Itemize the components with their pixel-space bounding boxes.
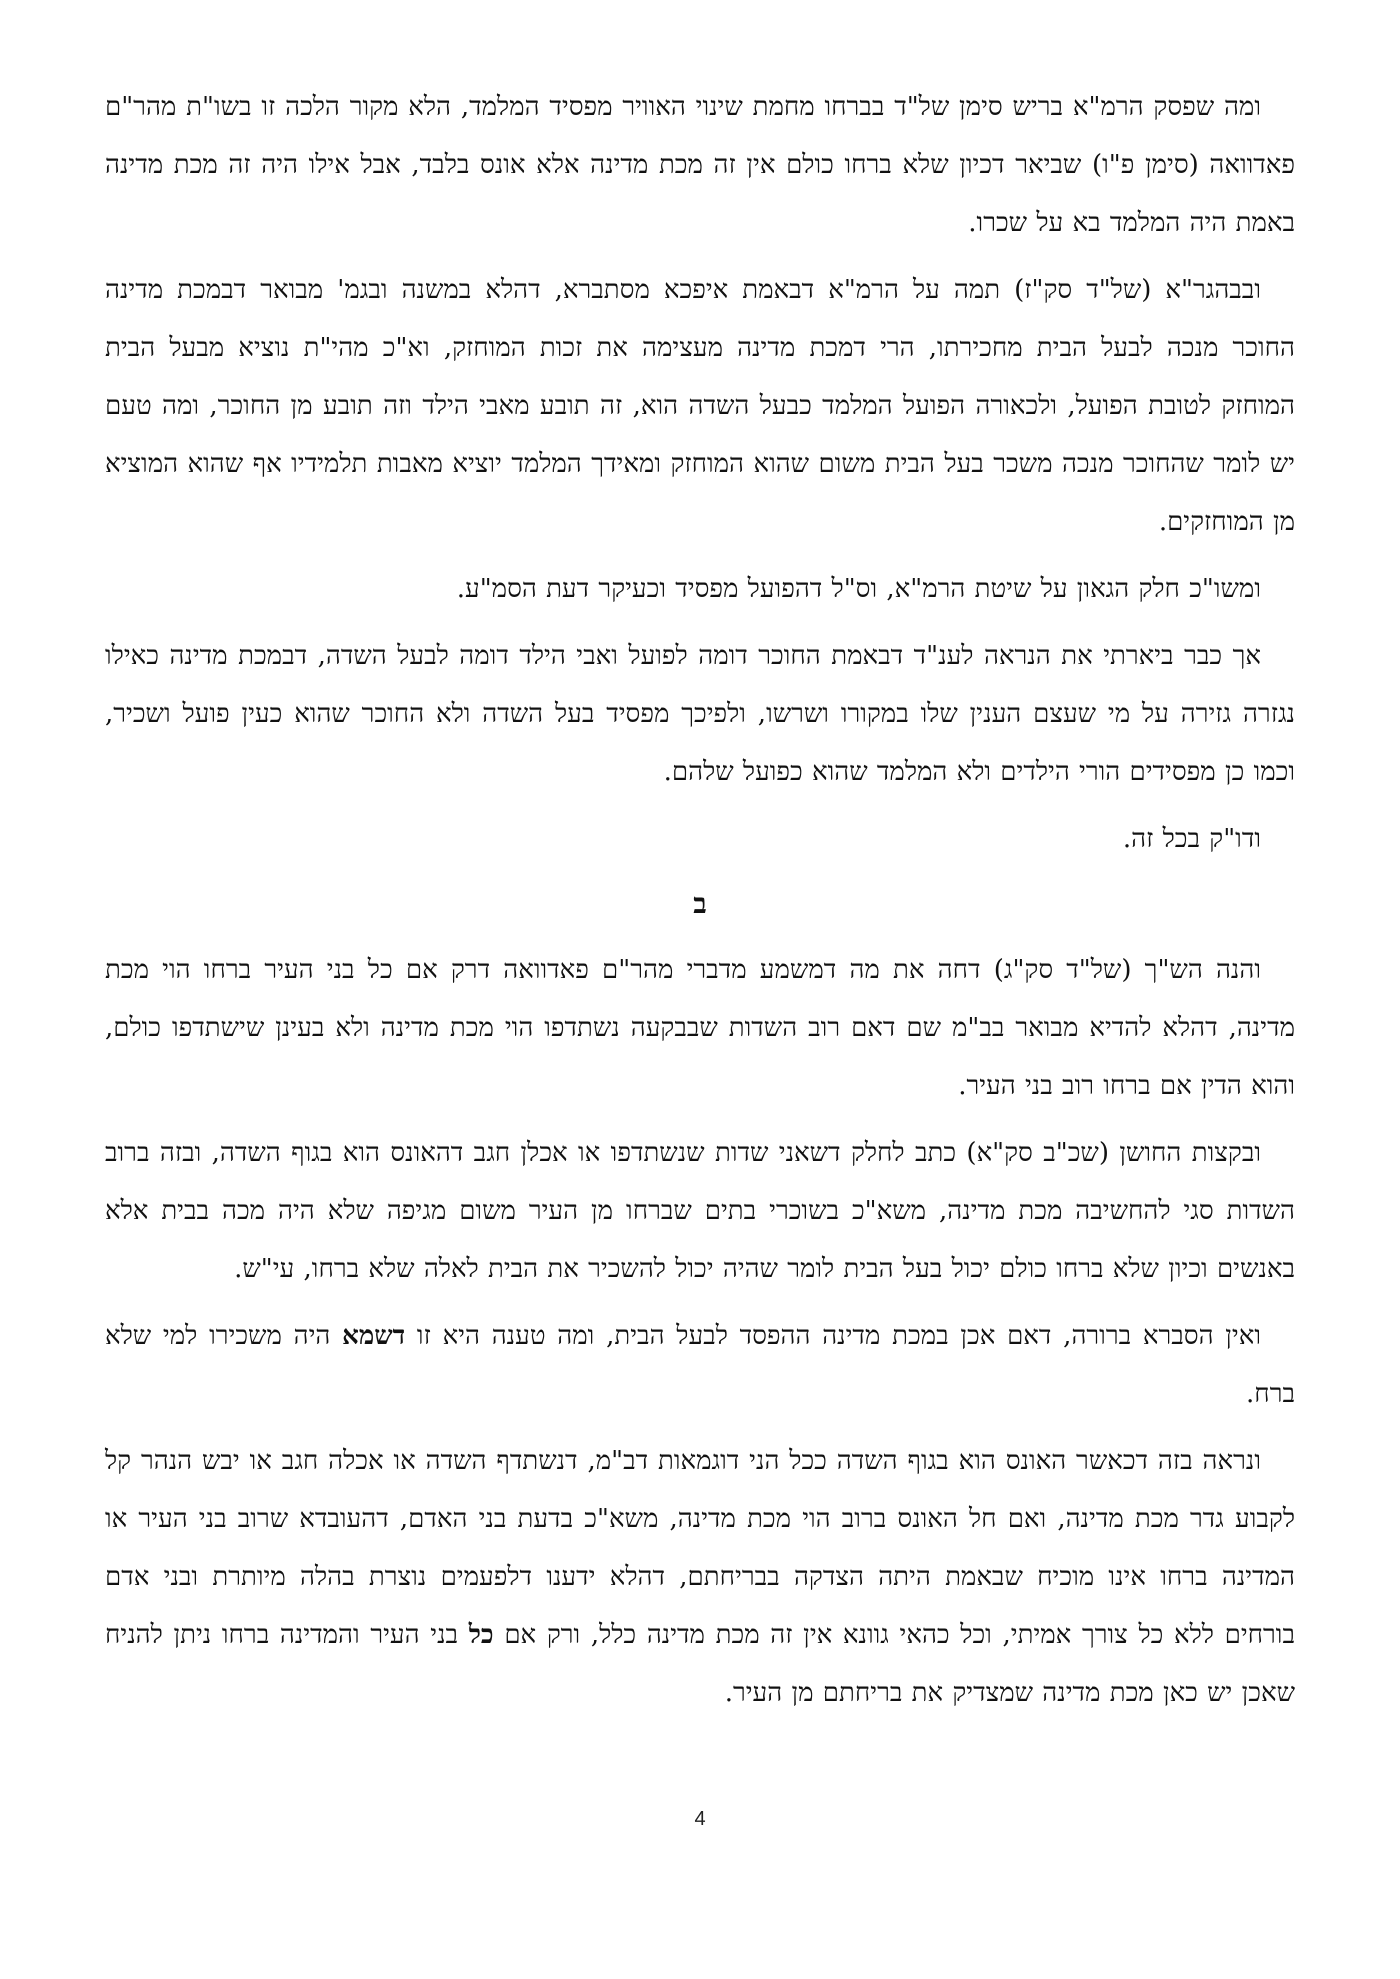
paragraph-4: אך כבר ביארתי את הנראה לענ"ד דבאמת החוכר דומה לפועל ואבי הילד דומה לבעל השדה, דבמכת מדינה כאילו נגזרה גזירה על מי שעצם הענין שלו במקורו ושרשו, ולפיכך מפסיד בעל השדה ולא החוכר שהוא כעין פועל ושכיר, וכמו כן מפסידים הורי הילדים ולא המלמד שהוא כפועל שלהם. <box>105 641 1295 787</box>
paragraph-9 <box>105 1432 1295 1722</box>
paragraph-8-text: ואין הסברא ברורה, דאם אכן במכת מדינה ההפסד לבעל הבית, ומה טענה היא זו <box>405 1321 1261 1351</box>
paragraph-2: ובבהגר"א (של"ד סק"ז) תמה על הרמ"א דבאמת איפכא מסתברא, דהלא במשנה ובגמ' מבואר דבמכת מדינה החוכר מנכה לבעל הבית מחכירתו, הרי דמכת מדינה מעצימה את זכות המוחזק, וא"כ מהי"ת נוציא מבעל הבית המוחזק לטובת הפועל, ולכאורה הפועל המלמד כבעל השדה הוא, זה תובע מאבי הילד וזה תובע מן החוכר, ומה טעם יש לומר שהחוכר מנכה משכר בעל הבית משום שהוא המוחזק ומאידך המלמד יוציא מאבות תלמידיו אף שהוא המוציא מן המוחזקים. <box>105 275 1295 537</box>
paragraph-9-bold: כל <box>468 1620 494 1650</box>
paragraph-1: ומה שפסק הרמ"א בריש סימן של"ד בברחו מחמת שינוי האוויר מפסיד המלמד, הלא מקור הלכה זו בשו"ת מהר"ם פאדוואה (סימן פ"ו) שביאר דכיון שלא ברחו כולם אין זה מכת מדינה אלא אונס בלבד, אבל אילו היה זה מכת מדינה באמת היה המלמד בא על שכרו. <box>105 92 1295 238</box>
document-page <box>105 78 1295 1731</box>
paragraph-6: והנה הש"ך (של"ד סק"ג) דחה את מה דמשמע מדברי מהר"ם פאדוואה דרק אם כל בני העיר ברחו הוי מכת מדינה, דהלא להדיא מבואר בב"מ שם דאם רוב השדות שבבקעה נשתדפו הוי מכת מדינה ולא בעינן שישתדפו כולם, והוא הדין אם ברחו רוב בני העיר. <box>105 955 1295 1101</box>
paragraph-8 <box>105 1307 1295 1423</box>
paragraph-5: ודו"ק בכל זה. <box>1122 824 1261 854</box>
paragraph-3: ומשו"כ חלק הגאון על שיטת הרמ"א, וס"ל דהפועל מפסיד וכעיקר דעת הסמ"ע. <box>456 574 1261 604</box>
paragraph-9-text: ונראה בזה דכאשר האונס הוא בגוף השדה ככל הני דוגמאות דב"מ, דנשתדף השדה או אכלה חגב או יבש הנהר קל לקבוע גדר מכת מדינה, ואם חל האונס ברוב הוי מכת מדינה, משא"כ בדעת בני האדם, דהעובדא שרוב בני העיר או המדינה ברחו אינו מוכיח שבאמת היתה הצדקה בבריחתם, דהלא ידענו דלפעמים נוצרת בהלה מיותרת ובני אדם בורחים ללא כל צורך אמיתי, וכל כהאי גוונא אין זה מכת מדינה כלל, ורק אם <box>105 1446 1295 1650</box>
paragraph-8-tail: היה משכירו למי שלא ברח. <box>105 1321 1295 1409</box>
paragraph-9-tail: בני העיר והמדינה ברחו ניתן להניח שאכן יש כאן מכת מדינה שמצדיק את בריחתם מן העיר. <box>105 1620 1295 1708</box>
paragraph-7: ובקצות החושן (שכ"ב סק"א) כתב לחלק דשאני שדות שנשתדפו או אכלן חגב דהאונס הוא בגוף השדה, ובזה ברוב השדות סגי להחשיבה מכת מדינה, משא"כ בשוכרי בתים שברחו מן העיר משום מגיפה שלא היה מכה בבית אלא באנשים וכיון שלא ברחו כולם יכול בעל הבית לומר שהיה יכול להשכיר את הבית לאלה שלא ברחו, עי"ש. <box>105 1138 1295 1284</box>
page-number: 4 <box>694 1808 706 1830</box>
section-heading: ב <box>693 887 707 920</box>
paragraph-8-bold: דשמא <box>342 1321 406 1351</box>
